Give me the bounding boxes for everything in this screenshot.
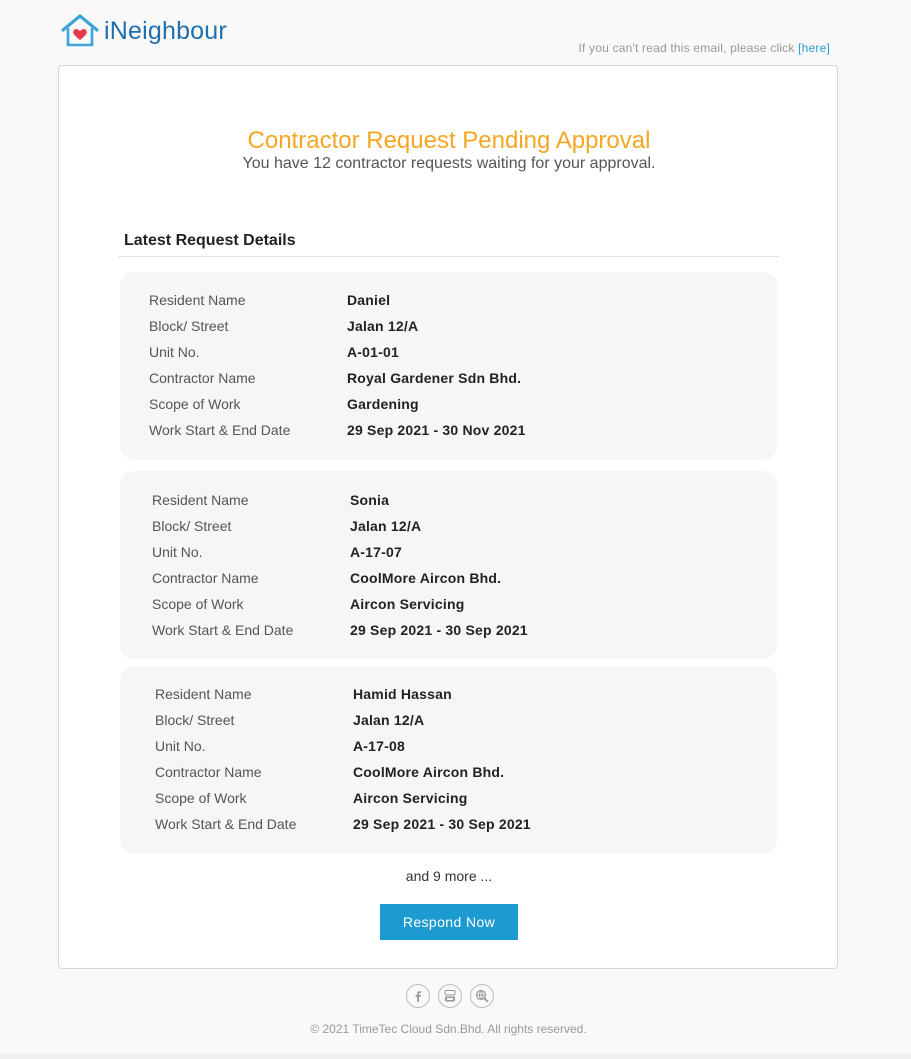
brand-name: iNeighbour (104, 16, 227, 45)
unit-value: A-17-07 (350, 544, 402, 560)
contractor-label: Contractor Name (152, 570, 259, 586)
resident-label: Resident Name (149, 292, 246, 308)
website-icon[interactable] (470, 984, 494, 1008)
dates-label: Work Start & End Date (155, 816, 297, 832)
contractor-label: Contractor Name (155, 764, 262, 780)
unit-value: A-01-01 (347, 344, 399, 360)
block-label: Block/ Street (155, 712, 235, 728)
scope-value: Aircon Servicing (350, 596, 465, 612)
block-value: Jalan 12/A (350, 518, 422, 534)
unit-label: Unit No. (152, 544, 203, 560)
request-card (120, 471, 777, 659)
copyright-text: © 2021 TimeTec Cloud Sdn.Bhd. All rights reserved. (310, 1022, 587, 1036)
dates-value: 29 Sep 2021 - 30 Sep 2021 (353, 816, 531, 832)
email-header (0, 0, 911, 64)
dates-value: 29 Sep 2021 - 30 Sep 2021 (350, 622, 528, 638)
contractor-value: CoolMore Aircon Bhd. (353, 764, 505, 780)
request-card (120, 666, 777, 854)
scope-label: Scope of Work (152, 596, 244, 612)
more-requests-text: and 9 more ... (405, 868, 493, 884)
bottom-strip (0, 1054, 911, 1059)
block-label: Block/ Street (149, 318, 229, 334)
block-label: Block/ Street (152, 518, 232, 534)
contractor-label: Contractor Name (149, 370, 256, 386)
scope-label: Scope of Work (155, 790, 247, 806)
section-title: Latest Request Details (124, 232, 296, 249)
scope-label: Scope of Work (149, 396, 241, 412)
respond-now-button[interactable]: Respond Now (380, 904, 518, 940)
youtube-icon[interactable] (438, 984, 462, 1008)
resident-value: Hamid Hassan (353, 686, 452, 702)
dates-label: Work Start & End Date (152, 622, 294, 638)
email-card (58, 65, 838, 969)
request-card (120, 272, 777, 460)
dates-value: 29 Sep 2021 - 30 Nov 2021 (347, 422, 526, 438)
dates-label: Work Start & End Date (149, 422, 291, 438)
house-heart-icon (60, 14, 100, 48)
resident-value: Daniel (347, 292, 391, 308)
social-links (406, 984, 502, 1008)
note-text: If you can't read this email, please click (578, 41, 799, 55)
resident-value: Sonia (350, 492, 390, 508)
unit-value: A-17-08 (353, 738, 405, 754)
block-value: Jalan 12/A (353, 712, 425, 728)
scope-value: Aircon Servicing (353, 790, 468, 806)
unit-label: Unit No. (149, 344, 200, 360)
page-subtitle: You have 12 contractor requests waiting for your approval. (242, 155, 656, 172)
block-value: Jalan 12/A (347, 318, 419, 334)
page-title: Contractor Request Pending Approval (247, 127, 651, 154)
resident-label: Resident Name (155, 686, 252, 702)
facebook-icon[interactable] (406, 984, 430, 1008)
section-divider (119, 256, 779, 257)
contractor-value: Royal Gardener Sdn Bhd. (347, 370, 522, 386)
unit-label: Unit No. (155, 738, 206, 754)
view-in-browser-note (578, 41, 830, 55)
contractor-value: CoolMore Aircon Bhd. (350, 570, 502, 586)
view-in-browser-link[interactable]: [here] (798, 41, 830, 55)
brand-logo[interactable] (60, 14, 227, 48)
scope-value: Gardening (347, 396, 419, 412)
resident-label: Resident Name (152, 492, 249, 508)
